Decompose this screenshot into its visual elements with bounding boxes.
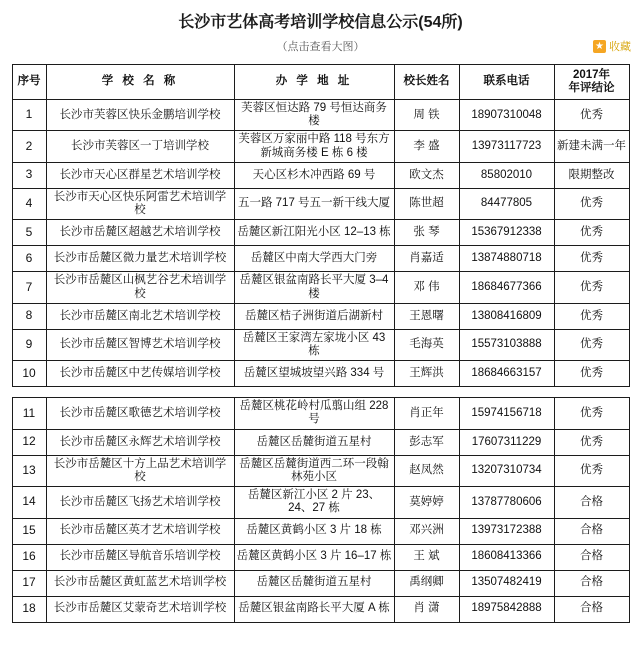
cell-principal: 欧文杰	[394, 162, 459, 188]
cell-school-name: 长沙市岳麓区南北艺术培训学校	[46, 303, 234, 329]
cell-index: 4	[12, 188, 46, 219]
cell-address: 岳麓区桔子洲街道后湖新村	[234, 303, 394, 329]
cell-address: 岳麓区岳麓街道五星村	[234, 429, 394, 455]
cell-address: 岳麓区新江小区 2 片 23、24、27 栋	[234, 487, 394, 518]
cell-phone: 15367912338	[459, 220, 554, 246]
cell-index: 17	[12, 570, 46, 596]
table-row	[12, 429, 629, 455]
column-header-address: 办 学 地 址	[234, 65, 394, 100]
cell-annual-result: 优秀	[554, 398, 629, 429]
cell-address: 芙蓉区万家丽中路 118 号东方新城商务楼 E 栋 6 楼	[234, 131, 394, 162]
cell-address: 岳麓区王家湾左家垅小区 43 栋	[234, 329, 394, 360]
table-row	[12, 398, 629, 429]
table-row	[12, 131, 629, 162]
cell-phone: 15573103888	[459, 329, 554, 360]
cell-principal: 王恩曙	[394, 303, 459, 329]
cell-principal: 禹纲卿	[394, 570, 459, 596]
cell-index: 9	[12, 329, 46, 360]
cell-index: 8	[12, 303, 46, 329]
cell-principal: 邓兴洲	[394, 518, 459, 544]
cell-address: 岳麓区银盆南路长平大厦 3–4 楼	[234, 272, 394, 303]
cell-school-name: 长沙市岳麓区歌德艺术培训学校	[46, 398, 234, 429]
table-row	[12, 303, 629, 329]
subtitle-row	[0, 38, 641, 60]
cell-index: 10	[12, 361, 46, 387]
table-row	[12, 544, 629, 570]
page-title: 长沙市艺体高考培训学校信息公示(54所)	[178, 14, 463, 31]
cell-address: 岳麓区望城坡望兴路 334 号	[234, 361, 394, 387]
cell-index: 18	[12, 596, 46, 622]
column-header-principal: 校长姓名	[394, 65, 459, 100]
cell-address: 岳麓区黄鹤小区 3 片 18 栋	[234, 518, 394, 544]
table-row	[12, 455, 629, 486]
cell-index: 1	[12, 100, 46, 131]
cell-principal: 毛海英	[394, 329, 459, 360]
table-row	[12, 487, 629, 518]
cell-annual-result: 限期整改	[554, 162, 629, 188]
cell-address: 岳麓区桃花岭村瓜翦山组 228 号	[234, 398, 394, 429]
cell-annual-result: 合格	[554, 596, 629, 622]
table-section-gap-cell	[12, 387, 629, 398]
cell-school-name: 长沙市岳麓区英才艺术培训学校	[46, 518, 234, 544]
cell-phone: 84477805	[459, 188, 554, 219]
cell-school-name: 长沙市岳麓区超越艺术培训学校	[46, 220, 234, 246]
cell-principal: 赵凤然	[394, 455, 459, 486]
cell-school-name: 长沙市岳麓区黄虹蓝艺术培训学校	[46, 570, 234, 596]
cell-phone: 18608413366	[459, 544, 554, 570]
cell-school-name: 长沙市天心区群星艺术培训学校	[46, 162, 234, 188]
column-header-school-name: 学 校 名 称	[46, 65, 234, 100]
cell-index: 3	[12, 162, 46, 188]
table-header-row	[12, 65, 629, 100]
cell-school-name: 长沙市岳麓区艾蒙奇艺术培训学校	[46, 596, 234, 622]
cell-principal: 肖嘉适	[394, 246, 459, 272]
cell-school-name: 长沙市岳麓区永辉艺术培训学校	[46, 429, 234, 455]
table-row	[12, 188, 629, 219]
cell-phone: 17607311229	[459, 429, 554, 455]
cell-phone: 13973117723	[459, 131, 554, 162]
cell-school-name: 长沙市岳麓区十方上品艺术培训学校	[46, 455, 234, 486]
cell-principal: 邓 伟	[394, 272, 459, 303]
cell-phone: 13507482419	[459, 570, 554, 596]
view-large-image-hint[interactable]: （点击查看大图）	[276, 41, 365, 53]
column-header-annual-result-line2: 年评结论	[568, 82, 615, 94]
cell-annual-result: 优秀	[554, 329, 629, 360]
favorite-button[interactable]	[593, 38, 631, 54]
cell-school-name: 长沙市芙蓉区快乐金鹏培训学校	[46, 100, 234, 131]
cell-phone: 85802010	[459, 162, 554, 188]
cell-principal: 陈世超	[394, 188, 459, 219]
table-row	[12, 100, 629, 131]
cell-principal: 周 铁	[394, 100, 459, 131]
cell-address: 岳麓区岳麓街道西二环一段翰林苑小区	[234, 455, 394, 486]
cell-annual-result: 优秀	[554, 246, 629, 272]
table-row	[12, 162, 629, 188]
cell-phone: 13808416809	[459, 303, 554, 329]
cell-annual-result: 合格	[554, 570, 629, 596]
cell-phone: 13787780606	[459, 487, 554, 518]
cell-school-name: 长沙市岳麓区智博艺术培训学校	[46, 329, 234, 360]
cell-index: 5	[12, 220, 46, 246]
cell-annual-result: 优秀	[554, 188, 629, 219]
table-body	[12, 100, 629, 623]
cell-phone: 18684663157	[459, 361, 554, 387]
cell-school-name: 长沙市岳麓区山枫艺谷艺术培训学校	[46, 272, 234, 303]
cell-address: 五一路 717 号五一新干线大厦	[234, 188, 394, 219]
column-header-phone: 联系电话	[459, 65, 554, 100]
cell-annual-result: 新建未满一年	[554, 131, 629, 162]
favorite-label: 收藏	[609, 41, 631, 53]
cell-principal: 王辉洪	[394, 361, 459, 387]
cell-index: 2	[12, 131, 46, 162]
cell-annual-result: 优秀	[554, 455, 629, 486]
cell-index: 16	[12, 544, 46, 570]
cell-principal: 莫婷婷	[394, 487, 459, 518]
cell-annual-result: 优秀	[554, 100, 629, 131]
cell-school-name: 长沙市天心区快乐阿雷艺术培训学校	[46, 188, 234, 219]
cell-phone: 13207310734	[459, 455, 554, 486]
table-section-gap	[12, 387, 629, 398]
cell-school-name: 长沙市岳麓区中艺传媒培训学校	[46, 361, 234, 387]
cell-index: 6	[12, 246, 46, 272]
cell-principal: 肖正年	[394, 398, 459, 429]
cell-address: 岳麓区黄鹤小区 3 片 16–17 栋	[234, 544, 394, 570]
table-row	[12, 518, 629, 544]
cell-address: 岳麓区银盆南路长平大厦 A 栋	[234, 596, 394, 622]
cell-annual-result: 合格	[554, 518, 629, 544]
cell-phone: 13973172388	[459, 518, 554, 544]
column-header-index: 序号	[12, 65, 46, 100]
cell-principal: 彭志军	[394, 429, 459, 455]
table-row	[12, 361, 629, 387]
cell-address: 天心区杉木冲西路 69 号	[234, 162, 394, 188]
cell-index: 11	[12, 398, 46, 429]
cell-annual-result: 合格	[554, 487, 629, 518]
cell-principal: 李 盛	[394, 131, 459, 162]
cell-annual-result: 合格	[554, 544, 629, 570]
cell-annual-result: 优秀	[554, 361, 629, 387]
cell-phone: 15974156718	[459, 398, 554, 429]
cell-index: 7	[12, 272, 46, 303]
column-header-annual-result	[554, 65, 629, 100]
cell-principal: 王 斌	[394, 544, 459, 570]
star-icon: ★	[593, 40, 606, 53]
table-row	[12, 329, 629, 360]
cell-school-name: 长沙市芙蓉区一丁培训学校	[46, 131, 234, 162]
cell-index: 14	[12, 487, 46, 518]
table-row	[12, 570, 629, 596]
cell-index: 12	[12, 429, 46, 455]
cell-annual-result: 优秀	[554, 220, 629, 246]
cell-index: 13	[12, 455, 46, 486]
cell-phone: 18975842888	[459, 596, 554, 622]
column-header-annual-result-line1: 2017年	[572, 68, 611, 81]
cell-school-name: 长沙市岳麓区飞扬艺术培训学校	[46, 487, 234, 518]
cell-annual-result: 优秀	[554, 429, 629, 455]
cell-address: 岳麓区新江阳光小区 12–13 栋	[234, 220, 394, 246]
cell-index: 15	[12, 518, 46, 544]
table-row	[12, 272, 629, 303]
cell-principal: 张 琴	[394, 220, 459, 246]
table-row	[12, 596, 629, 622]
cell-school-name: 长沙市岳麓区导航音乐培训学校	[46, 544, 234, 570]
table-row	[12, 246, 629, 272]
cell-principal: 肖 潇	[394, 596, 459, 622]
cell-phone: 18907310048	[459, 100, 554, 131]
cell-annual-result: 优秀	[554, 272, 629, 303]
cell-phone: 13874880718	[459, 246, 554, 272]
table-row	[12, 220, 629, 246]
cell-address: 芙蓉区恒达路 79 号恒达商务楼	[234, 100, 394, 131]
schools-table	[12, 64, 630, 623]
cell-address: 岳麓区岳麓街道五星村	[234, 570, 394, 596]
cell-address: 岳麓区中南大学西大门旁	[234, 246, 394, 272]
cell-school-name: 长沙市岳麓区微力量艺术培训学校	[46, 246, 234, 272]
cell-annual-result: 优秀	[554, 303, 629, 329]
cell-phone: 18684677366	[459, 272, 554, 303]
